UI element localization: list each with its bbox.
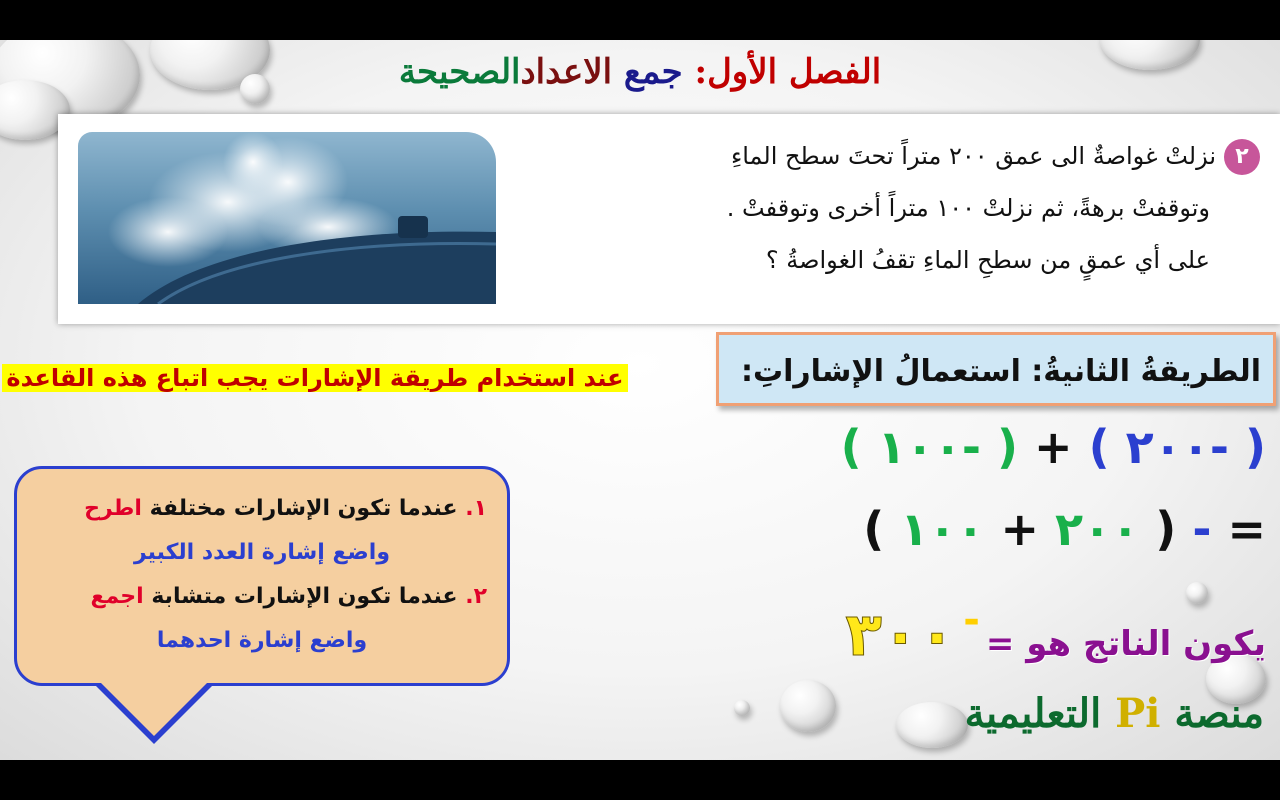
equation-line-1: [841, 420, 1266, 474]
term: -١٠٠: [877, 420, 981, 474]
term: ٢٠٠: [1055, 502, 1140, 556]
brand-word: منصة: [1174, 690, 1264, 737]
title-part: الصحيحة: [398, 52, 521, 92]
operator: +: [1034, 420, 1073, 474]
result-line: [845, 597, 1266, 670]
sign: -: [1192, 502, 1212, 556]
water-drop: [734, 700, 750, 716]
title-part: الفصل: [788, 52, 882, 92]
paren: (: [996, 420, 1018, 474]
title-part: جمع: [623, 52, 683, 92]
rule-item: [37, 487, 487, 531]
slide: [0, 40, 1280, 760]
brand-logo: [965, 690, 1264, 737]
problem-line-text: نزلتْ غواصةٌ الى عمق ٢٠٠ متراً تحتَ سطح الماءِ: [730, 142, 1216, 170]
rules-list: [37, 487, 487, 663]
rules-callout: [14, 466, 510, 686]
rule-number: ٢.: [465, 584, 487, 609]
equals-sign: =: [1227, 502, 1266, 556]
title-part: الاعداد: [520, 52, 613, 92]
water-drop: [780, 680, 836, 732]
paren: ): [840, 420, 862, 474]
problem-line: وتوقفتْ برهةً، ثم نزلتْ ١٠٠ متراً أخرى وتوقفتْ .: [726, 194, 1210, 222]
term: -٢٠٠: [1125, 420, 1229, 474]
rule-continuation: واضع إشارة احدهما: [156, 628, 368, 653]
rule-title: [0, 358, 630, 398]
result-sign: -: [963, 597, 980, 643]
page-title: [0, 52, 1280, 92]
brand-word: Pi: [1115, 690, 1161, 737]
result-value: ٣٠٠: [845, 600, 956, 670]
title-part: الأول:: [694, 52, 778, 92]
term: ١٠٠: [900, 502, 985, 556]
rule-item: [37, 575, 487, 619]
rule-text: عندما تكون الإشارات متشابة: [151, 584, 458, 609]
rule-action: اطرح: [84, 496, 142, 521]
result-label: يكون الناتج هو =: [985, 624, 1266, 664]
paren: (: [1155, 502, 1177, 556]
rule-title-text: عند استخدام طريقة الإشارات يجب اتباع هذه القاعدة: [2, 364, 627, 392]
submarine-image: [78, 132, 496, 304]
callout-tail-fill: [98, 680, 210, 736]
paren: ): [863, 502, 885, 556]
brand-word: التعليمية: [964, 690, 1102, 737]
problem-text: [540, 130, 1260, 286]
paren: (: [1244, 420, 1266, 474]
problem-line: [540, 130, 1260, 182]
rule-text: عندما تكون الإشارات مختلفة: [149, 496, 458, 521]
problem-line: على أي عمقٍ من سطحِ الماءِ تقفُ الغواصةُ ؟: [765, 246, 1210, 274]
operator: +: [1000, 502, 1040, 556]
problem-card: [58, 114, 1280, 324]
water-drop: [896, 702, 968, 748]
rule-action: اجمع: [90, 584, 144, 609]
rule-continuation: واضع إشارة العدد الكبير: [133, 540, 391, 565]
question-number: ٢: [1224, 139, 1260, 175]
equation-line-2: [863, 502, 1266, 556]
paren: ): [1088, 420, 1110, 474]
rule-number: ١.: [465, 496, 487, 521]
method-label: الطريقةُ الثانيةُ: استعمالُ الإشاراتِ:: [716, 332, 1276, 406]
submarine-illustration: [78, 132, 496, 304]
